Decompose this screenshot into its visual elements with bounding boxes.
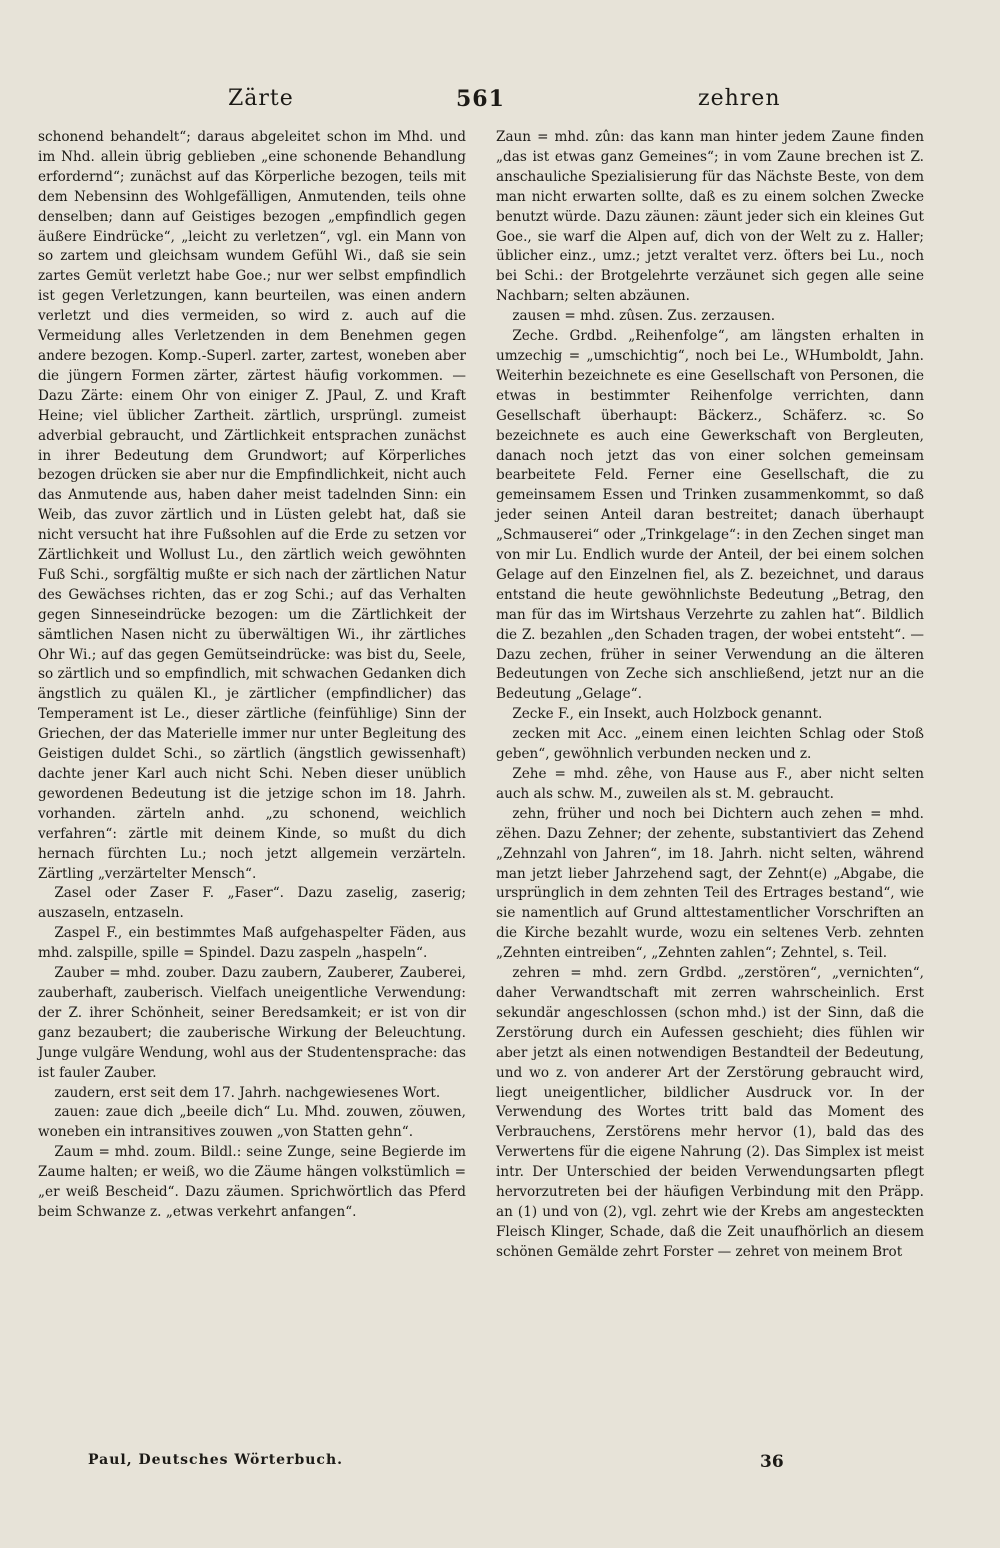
entry-zausen: zausen = mhd. zûsen. Zus. zerzausen. bbox=[512, 308, 776, 325]
entry-zecke: Zecke F., ein Insekt, auch Holzbock genannt. bbox=[512, 706, 823, 723]
running-head bbox=[38, 86, 962, 120]
entry-zecken: zecken mit Acc. „einem einen leichten Schlag oder Stoß geben“, gewöhnlich verbunden necken und z. bbox=[496, 726, 924, 763]
sheet-number: 36 bbox=[760, 1452, 784, 1472]
entry-zauen: zauen: zaue dich „beeile dich“ Lu. Mhd. zouwen, zöuwen, woneben ein intransitives zouwen „von Statten gehn“. bbox=[38, 1104, 466, 1141]
entry-zaun: Zaun = mhd. zûn: das kann man hinter jedem Zaune finden „das ist etwas ganz Gemeines“; in vom Zaune brechen ist Z. anschauliche Spezialisierung für das Nächste Beste, von dem man nicht erwarten sollte, daß es zu einem solchen Zwecke benutzt würde. Dazu zäunen: zäunt jeder sich ein kleines Gut Goe., sie warf die Alpen auf, dich von der Welt zu z. Haller; üblicher einz., umz.; jetzt veraltet verz. öfters bei Lu., noch bei Schi.: der Brotgelehrte verzäunet sich gegen alle seine Nachbarn; selten abzäunen. bbox=[496, 129, 924, 305]
page-number: 561 bbox=[456, 86, 505, 112]
header-first-headword: Zärte bbox=[228, 86, 294, 111]
signature-line: Paul, Deutsches Wörterbuch. bbox=[88, 1452, 343, 1468]
header-last-headword: zehren bbox=[698, 86, 781, 111]
entry-zaum: Zaum = mhd. zoum. Bildl.: seine Zunge, seine Begierde im Zaume halten; er weiß, wo die Zäume hängen volkstümlich = „er weiß Bescheid“. Dazu zäumen. Sprichwörtlich das Pferd beim Schwanze z. „etwas verkehrt anfangen“. bbox=[38, 1144, 466, 1220]
entry-zaspel: Zaspel F., ein bestimmtes Maß aufgehaspelter Fäden, aus mhd. zalspille, spille = Spindel. Dazu zaspeln „haspeln“. bbox=[38, 925, 466, 962]
entry-zehe: Zehe = mhd. zêhe, von Hause aus F., aber nicht selten auch als schw. M., zuweilen als st. M. gebraucht. bbox=[496, 766, 924, 802]
entry-zehn: zehn, früher und noch bei Dichtern auch zehen = mhd. zëhen. Dazu Zehner; der zehente, substantiviert das Zehend „Zehnzahl von Jahren“, im 18. Jahrh. nicht selten, während man jetzt lieber Jahrzehend sagt, der Zehnt(e) „Abgabe, die ursprünglich in dem zehnten Teil des Ertrages bestand“, wie sie namentlich auf Grund alttestamentlicher Vorschriften an die Kirche bezahlt wurde, wozu ein seltenes Verb. zehnten „Zehnten eintreiben“, „Zehnten zahlen“; Zehntel, s. Teil. bbox=[496, 805, 924, 962]
entry-zaudern: zaudern, erst seit dem 17. Jahrh. nachgewiesenes Wort. bbox=[54, 1084, 441, 1101]
entry-zeche: Zeche. Grdbd. „Reihenfolge“, am längsten erhalten in umzechig = „umschichtig“, noch bei Le., WHumboldt, Jahn. Weiterhin bezeichnete es eine Gesellschaft von Personen, die etwas in bestimmter Reihenfolge verrichten, dann Gesellschaft überhaupt: Bäckerz., Schäferz. ꝛc. So bezeichnete es auch eine Gewerkschaft von Bergleuten, danach noch jetzt das von einer solchen gemeinsam bearbeitete Feld. Ferner eine Gesellschaft, die zu gemeinsamem Essen und Trinken zusammenkommt, so daß jeder seinen Anteil daran bestreitet; danach überhaupt „Schmauserei“ oder „Trinkgelage“: in den Zechen singet man von mir Lu. Endlich wurde der Anteil, der bei einem solchen Gelage auf den Einzelnen fiel, als Z. bezeichnet, und daraus entstand die heute gewöhnlichste Bedeutung „Betrag, den man für das im Wirtshaus Verzehrte zu zahlen hat“. Bildlich die Z. bezahlen „den Schaden tragen, der wobei entsteht“. — Dazu zechen, früher in seiner Verwendung an die älteren Bedeutungen von Zeche sich anschließend, jetzt nur an die Bedeutung „Gelage“. bbox=[496, 328, 924, 703]
entry-zehren: zehren = mhd. zern Grdbd. „zerstören“, „vernichten“, daher Verwandtschaft mit zerren wahrscheinlich. Erst sekundär angeschlossen (schon mhd.) ist der Sinn, daß die Zerstörung durch ein Aufessen geschieht; dies fühlen wir aber jetzt als einen notwendigen Bestandteil der Bedeutung, und wo z. von anderer Art der Zerstörung gebraucht wird, liegt uneigentlicher, bildlicher Ausdruck vor. In der Verwendung des Wortes tritt bald das Moment des Verbrauchens, Zerstörens mehr hervor (1), bald das des Verwertens für die eigene Nahrung (2). Das Simplex ist meist intr. Der Unterschied der beiden Verwendungsarten pflegt hervorzutreten bei der häufigen Verbindung mit den Präpp. an (1) und von (2), vgl. zehrt wie der Krebs am angesteckten Fleisch Klinger, Schade, daß die Zeit unaufhörlich an diesem schönen Gemälde zehrt Forster — zehret von meinem Brot bbox=[496, 965, 924, 1260]
text-columns bbox=[38, 128, 962, 1448]
entry-zasel: Zasel oder Zaser F. „Faser“. Dazu zaselig, zaserig; auszaseln, entzaseln. bbox=[38, 885, 466, 922]
left-column bbox=[38, 128, 466, 1223]
entry-zart-continuation: schonend behandelt“; daraus abgeleitet schon im Mhd. und im Nhd. allein übrig geblieben „eine schonende Behandlung erfordernd“; zunächst auf das Körperliche bezogen, teils mit dem Nebensinn des Wohlgefälligen, Anmutenden, teils ohne denselben; dann auf Geistiges bezogen „empfindlich gegen äußere Eindrücke“, „leicht zu verletzen“, vgl. ein Mann von so zartem und gleichsam wundem Gefühl Wi., daß sie sein zartes Gemüt verletzt habe Goe.; nur wer selbst empfindlich ist gegen Verletzungen, kann beurteilen, was einen andern verletzt und dies vermeiden, so wird z. auch auf die Vermeidung alles Verletzenden in dem Benehmen gegen andere bezogen. Komp.-Superl. zarter, zartest, woneben aber die jüngern Formen zärter, zärtest häufig vorkommen. — Dazu Zärte: einem Ohr von einiger Z. JPaul, Z. und Kraft Heine; viel üblicher Zartheit. zärtlich, ursprüngl. zumeist adverbial gebraucht, und Zärtlichkeit entsprachen zunächst in ihrer Bedeutung dem Grundwort; auf Körperliches bezogen drücken sie aber nur die Empfindlichkeit, nicht auch das Anmutende aus, haben daher meist tadelnden Sinn: ein Weib, das zuvor zärtlich und in Lüsten gelebt hat, daß sie nicht versucht hat ihre Fußsohlen auf die Erde zu setzen vor Zärtlichkeit und Wollust Lu., den zärtlich weich gewöhnten Fuß Schi., sorgfältig mußte er sich nach der zärtlichen Natur des Gewächses richten, das er zog Schi.; auf das Verhalten gegen Sinneseindrücke bezogen: um die Zärtlichkeit der sämtlichen Nasen nicht zu überwältigen Wi., ihr zärtliches Ohr Wi.; auf das gegen Gemütseindrücke: was bist du, Seele, so zärtlich und so empfindlich, mit schwachen Gedanken dich ängstlich zu quälen Kl., je zärtlicher (empfindlicher) das Temperament ist Le., dieser zärtliche (feinfühlige) Sinn der Griechen, der das Materielle immer nur unter Begleitung des Geistigen duldet Schi., so zärtlich (ängstlich gewissenhaft) dachte jener Karl auch nicht Schi. Neben dieser unüblich gewordenen Bedeutung ist die jetzige schon im 18. Jahrh. vorhanden. zärteln anhd. „zu schonend, weichlich verfahren“: zärtle mit deinem Kinde, so mußt du dich hernach fürchten Lu.; noch jetzt allgemein verzärteln. Zärtling „verzärtelter Mensch“. bbox=[38, 129, 466, 882]
page-footer bbox=[38, 1452, 962, 1482]
right-column bbox=[496, 128, 924, 1263]
entry-zauber: Zauber = mhd. zouber. Dazu zaubern, Zauberer, Zauberei, zauberhaft, zauberisch. Vielfach uneigentliche Verwendung: der Z. ihrer Schönheit, seiner Beredsamkeit; er ist von dir ganz bezaubert; die zauberische Wirkung der Beleuchtung. Junge vulgäre Wendung, wohl aus der Studentensprache: das ist fauler Zauber. bbox=[38, 965, 466, 1081]
